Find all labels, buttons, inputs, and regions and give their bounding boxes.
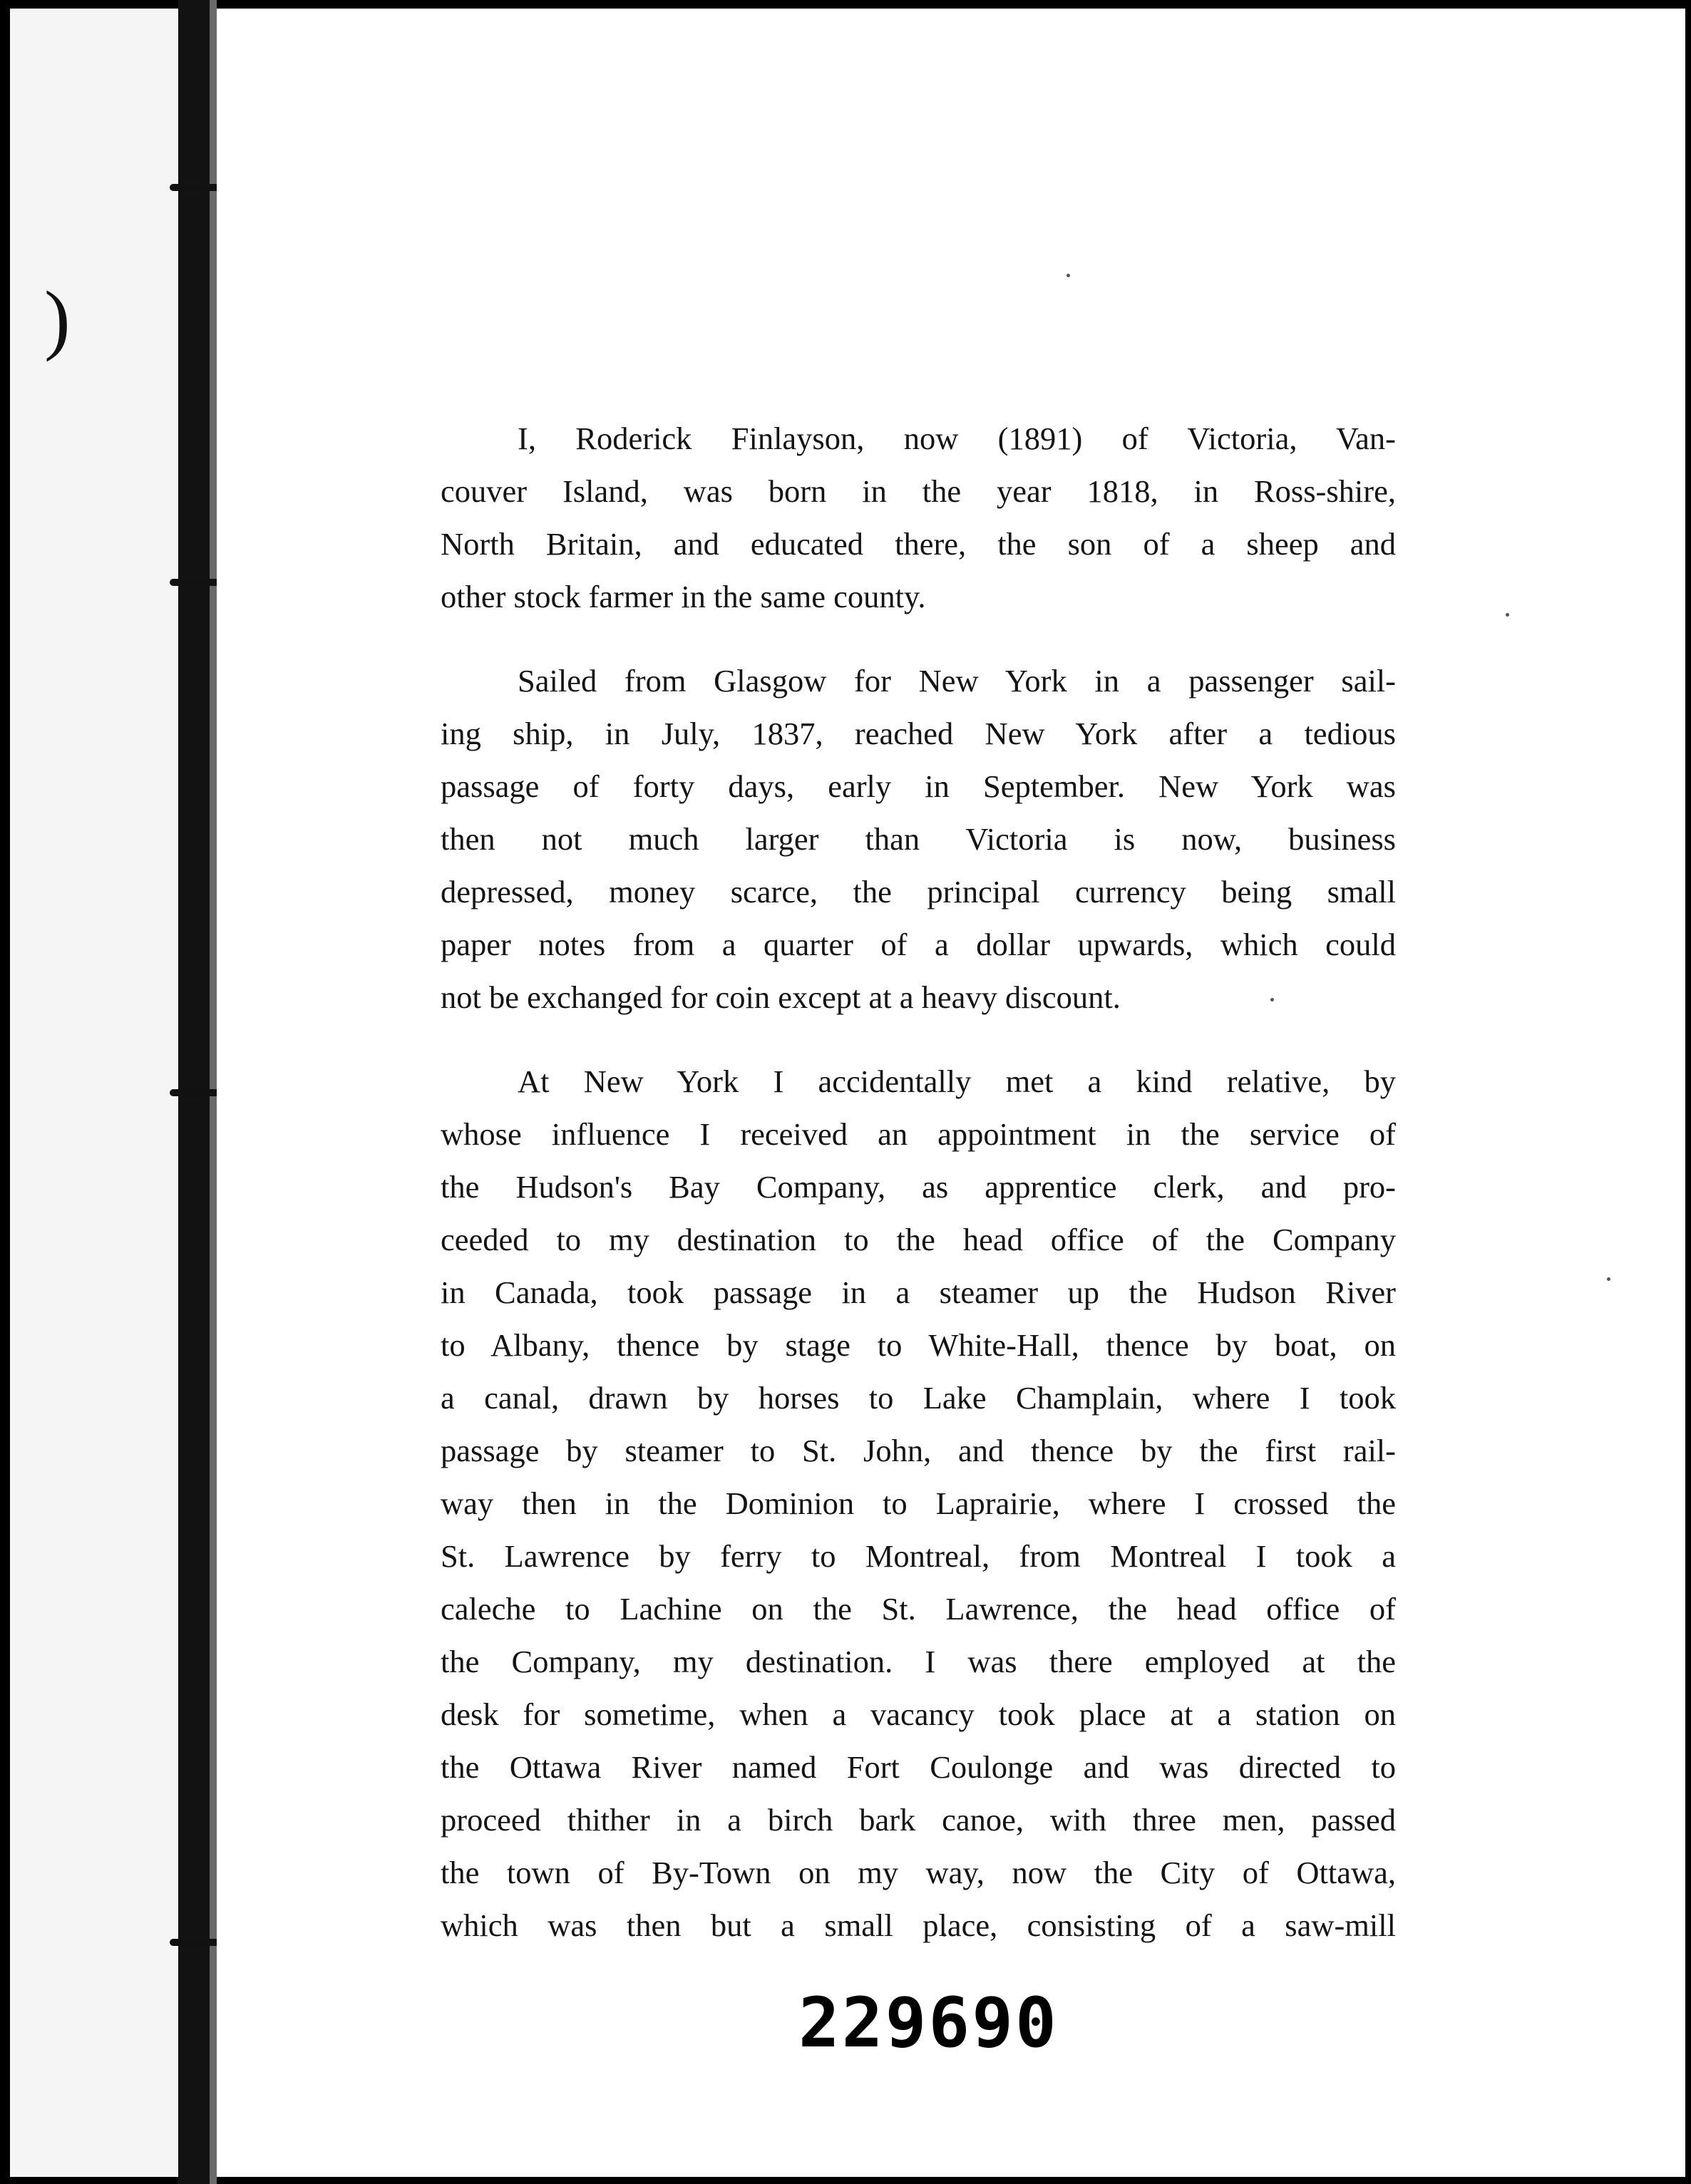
text-line: paper notes from a quarter of a dollar upwards, which could (441, 927, 1396, 962)
paragraph (441, 1055, 1396, 1952)
text-line: which was then but a small place, consisting of a saw-mill (441, 1907, 1396, 1943)
text-line: then not much larger than Victoria is now, business (441, 821, 1396, 857)
text-line: a canal, drawn by horses to Lake Champlain, where I took (441, 1380, 1396, 1416)
text-line: I, Roderick Finlayson, now (1891) of Victoria, Van- (518, 421, 1396, 456)
text-line: the Hudson's Bay Company, as apprentice clerk, and pro- (441, 1169, 1396, 1205)
text-line: not be exchanged for coin except at a heavy discount. (441, 979, 1121, 1015)
text-line: At New York I accidentally met a kind relative, by (518, 1063, 1396, 1099)
text-line: in Canada, took passage in a steamer up the Hudson River (441, 1274, 1396, 1310)
paragraph-spacer (441, 623, 1396, 654)
text-line: the Company, my destination. I was there employed at the (441, 1644, 1396, 1679)
text-line: other stock farmer in the same county. (441, 579, 926, 614)
text-line: passage of forty days, early in September. New York was (441, 768, 1396, 804)
text-line: couver Island, was born in the year 1818, in Ross-shire, (441, 473, 1396, 509)
text-line: North Britain, and educated there, the son of a sheep and (441, 526, 1396, 562)
paragraph-spacer (441, 1024, 1396, 1055)
page-number: 229690 (798, 1983, 1059, 2063)
scan-border-top (0, 0, 1691, 9)
scan-border-left (0, 0, 10, 2184)
text-line: St. Lawrence by ferry to Montreal, from Montreal I took a (441, 1538, 1396, 1574)
text-line: Sailed from Glasgow for New York in a passenger sail- (518, 663, 1396, 699)
paper-speck (1607, 1277, 1610, 1281)
facing-page-margin (10, 9, 177, 2177)
paper-speck (1066, 274, 1070, 277)
paragraph (441, 412, 1396, 623)
text-line: depressed, money scarce, the principal currency being small (441, 874, 1396, 910)
text-line: the Ottawa River named Fort Coulonge and was directed to (441, 1749, 1396, 1785)
text-line: caleche to Lachine on the St. Lawrence, the head office of (441, 1591, 1396, 1627)
text-line: passage by steamer to St. John, and thence by the first rail- (441, 1433, 1396, 1468)
text-line: way then in the Dominion to Laprairie, where I crossed the (441, 1485, 1396, 1521)
text-line: proceed thither in a birch bark canoe, with three men, passed (441, 1802, 1396, 1838)
scan-border-bottom (0, 2177, 1691, 2184)
paragraph (441, 654, 1396, 1024)
text-line: ceeded to my destination to the head office of the Company (441, 1222, 1396, 1257)
text-line: ing ship, in July, 1837, reached New York after a tedious (441, 716, 1396, 751)
text-line: the town of By-Town on my way, now the City of Ottawa, (441, 1855, 1396, 1890)
margin-mark: ) (44, 275, 71, 362)
text-line: desk for sometime, when a vacancy took place at a station on (441, 1696, 1396, 1732)
text-line: to Albany, thence by stage to White-Hall, thence by boat, on (441, 1327, 1396, 1363)
document-body (441, 412, 1396, 1952)
text-line: whose influence I received an appointment in the service of (441, 1116, 1396, 1152)
paper-speck (1506, 613, 1509, 617)
scan-border-right (1685, 0, 1691, 2184)
